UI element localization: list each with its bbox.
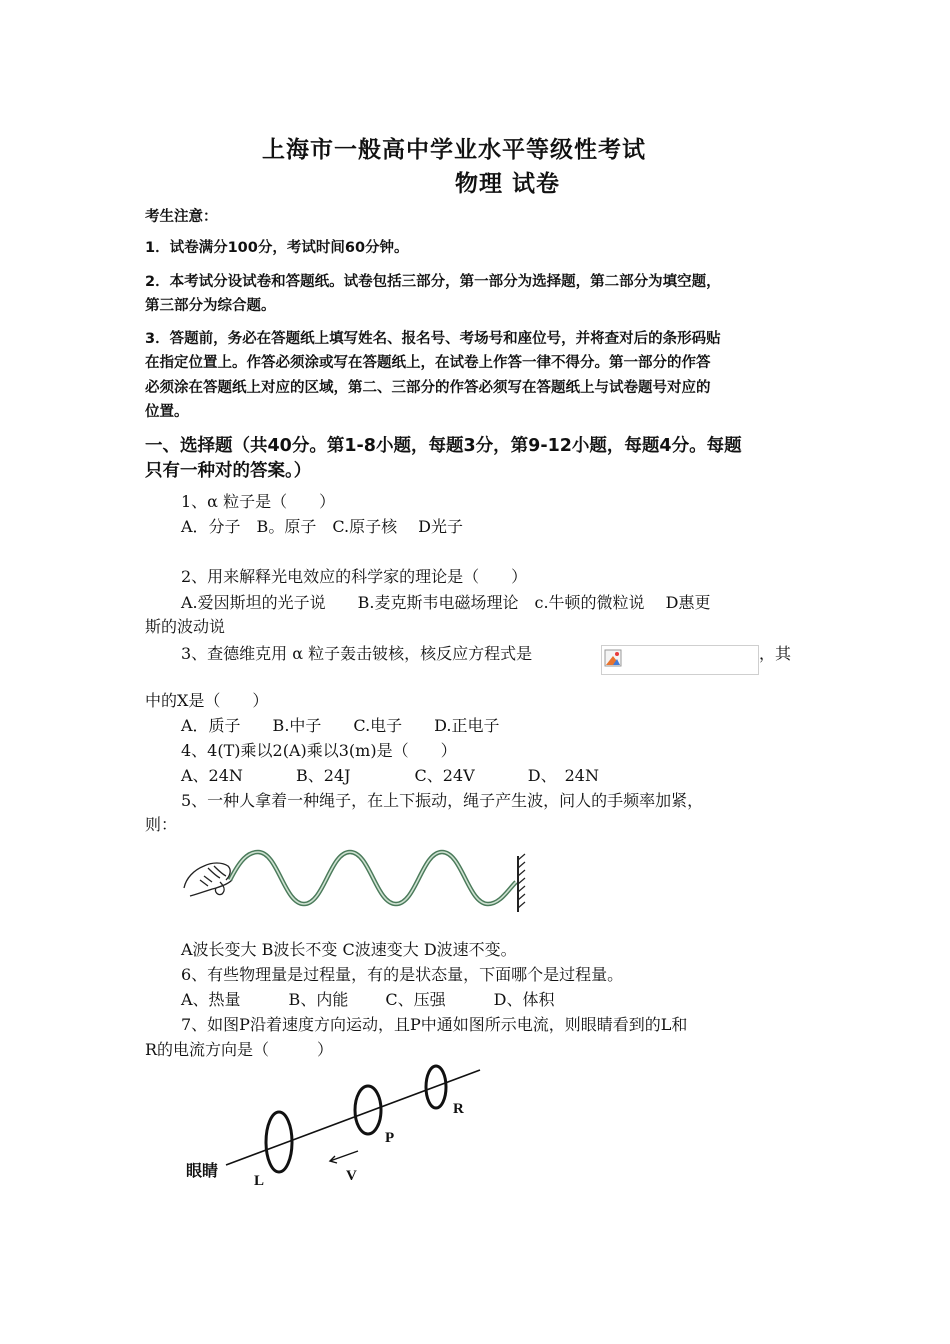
question-7-stem: 7、如图P沿着速度方向运动，且P中通如图所示电流，则眼睛看到的L和 — [181, 1015, 688, 1034]
notice-item: 必须涂在答题纸上对应的区域，第二、三部分的作答必须写在答题纸上与试卷题号对应的 — [145, 380, 711, 396]
question-1-stem: 1、α 粒子是（ ） — [181, 492, 336, 511]
question-6-stem: 6、有些物理量是过程量，有的是状态量，下面哪个是过程量。 — [181, 965, 624, 984]
label-R: R — [453, 1101, 464, 1117]
question-3-stem: 中的X是（ ） — [145, 691, 269, 710]
broken-image-icon — [604, 649, 622, 667]
question-6-options: A、热量 B、内能 C、压强 D、体积 — [181, 990, 555, 1009]
notice-item: 第三部分为综合题。 — [145, 298, 276, 314]
question-4-options: A、24N B、24J C、24V D、 24N — [181, 766, 599, 785]
label-L: L — [254, 1173, 265, 1189]
reaction-equation-image — [601, 645, 759, 675]
hand-icon — [184, 863, 232, 896]
question-3-stem: 3、查德维克用 α 粒子轰击铍核，核反应方程式是 — [181, 644, 533, 663]
question-4-stem: 4、4(T)乘以2(A)乘以3(m)是（ ） — [181, 741, 457, 760]
question-5-stem: 5、一种人拿着一种绳子，在上下振动，绳子产生波，问人的手频率加紧， — [181, 791, 704, 810]
notice-item: 3．答题前，务必在答题纸上填写姓名、报名号、考场号和座位号，并将查对后的条形码贴 — [145, 331, 721, 347]
question-3-options: A．质子 B.中子 C.电子 D.正电子 — [181, 716, 500, 735]
question-1-options: A．分子 B。原子 C.原子核 D光子 — [181, 517, 463, 536]
notice-item: 1．试卷满分100分，考试时间60分钟。 — [145, 240, 409, 256]
coil-P — [355, 1086, 381, 1134]
question-2-stem: 2、用来解释光电效应的科学家的理论是（ ） — [181, 567, 528, 586]
eye-label: 眼睛 — [186, 1161, 219, 1180]
label-P: P — [385, 1130, 395, 1146]
exam-subtitle: 物理 试卷 — [455, 171, 561, 197]
wall — [518, 854, 525, 912]
question-2-options: 斯的波动说 — [145, 617, 226, 636]
exam-title: 上海市一般高中学业水平等级性考试 — [262, 137, 646, 163]
notice-item: 2．本考试分设试卷和答题纸。试卷包括三部分，第一部分为选择题，第二部分为填空题， — [145, 274, 721, 290]
label-V: V — [346, 1168, 357, 1184]
question-5-options: A波长变大 B波长不变 C波速变大 D波速不变。 — [181, 940, 517, 959]
section-heading: 只有一种对的答案。） — [145, 461, 312, 481]
section-heading: 一、选择题（共40分。第1-8小题，每题3分，第9-12小题，每题4分。每题 — [145, 436, 742, 456]
question-5-stem: 则： — [145, 815, 178, 834]
notice-heading: 考生注意： — [145, 209, 218, 225]
coil-axis-figure — [180, 1060, 490, 1190]
rope-wave-figure — [178, 842, 530, 914]
question-3-stem: ，其 — [759, 644, 792, 663]
question-7-stem: R的电流方向是（ ） — [145, 1040, 334, 1059]
notice-item: 在指定位置上。作答必须涂或写在答题纸上，在试卷上作答一律不得分。第一部分的作答 — [145, 355, 711, 371]
question-2-options: A.爱因斯坦的光子说 B.麦克斯韦电磁场理论 c.牛顿的微粒说 D惠更 — [181, 593, 711, 612]
axis-line — [226, 1070, 480, 1165]
velocity-arrow — [330, 1151, 358, 1163]
notice-item: 位置。 — [145, 404, 189, 420]
